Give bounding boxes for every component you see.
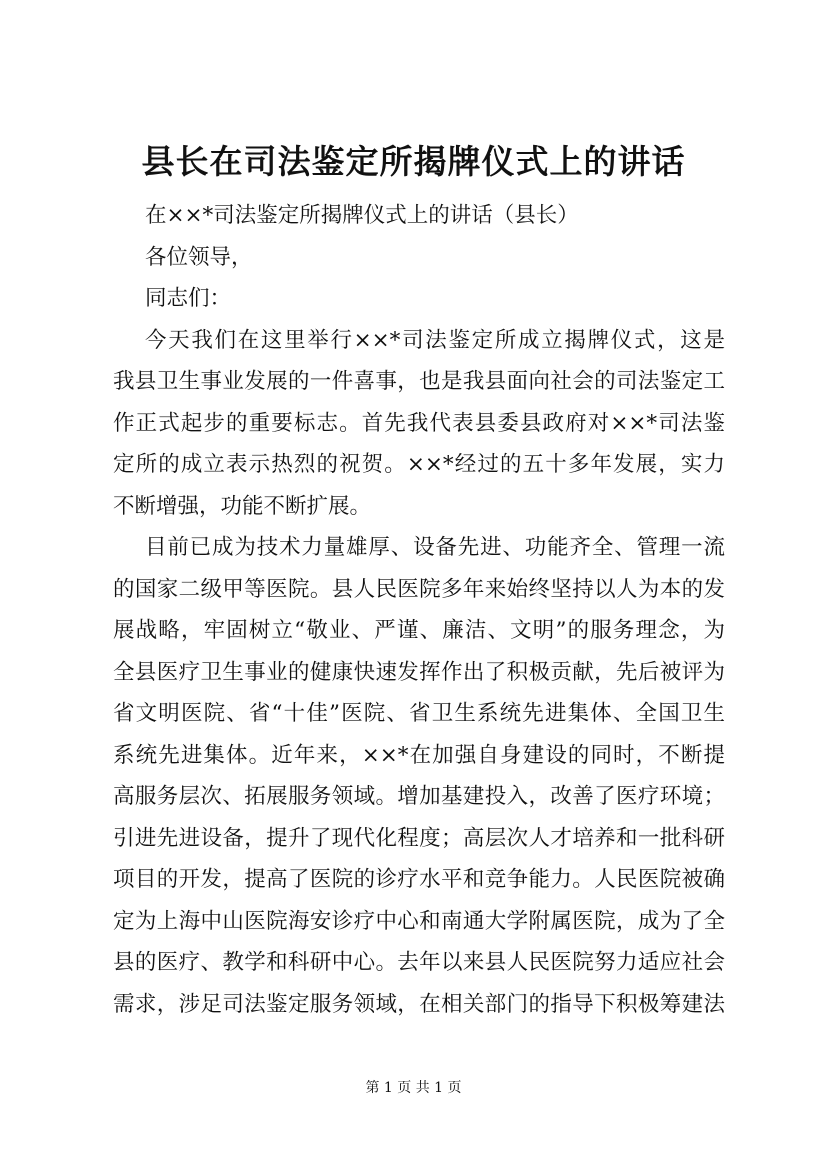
body-line: 省文明医院、省“十佳”医院、省卫生系统先进集体、全国卫生 bbox=[113, 701, 725, 726]
body-line: 同志们： bbox=[145, 286, 232, 311]
body-line: 定所的成立表示热烈的祝贺。××*经过的五十多年发展，实力 bbox=[113, 452, 725, 477]
body-line: 项目的开发，提高了医院的诊疗水平和竞争能力。人民医院被确 bbox=[113, 867, 725, 892]
body-line: 县的医疗、教学和科研中心。去年以来县人民医院努力适应社会 bbox=[113, 950, 725, 975]
body-line: 引进先进设备，提升了现代化程度；高层次人才培养和一批科研 bbox=[113, 825, 725, 851]
document-title: 县长在司法鉴定所揭牌仪式上的讲话 bbox=[141, 142, 686, 181]
body-line: 系统先进集体。近年来，××*在加强自身建设的同时，不断提 bbox=[113, 742, 725, 768]
body-line: 高服务层次、拓展服务领域。增加基建投入，改善了医疗环境； bbox=[113, 784, 725, 809]
body-line: 作正式起步的重要标志。首先我代表县委县政府对××*司法鉴 bbox=[113, 410, 725, 436]
body-line: 需求，涉足司法鉴定服务领域，在相关部门的指导下积极筹建法 bbox=[113, 991, 725, 1017]
body-line: 全县医疗卫生事业的健康快速发挥作出了积极贡献，先后被评为 bbox=[113, 659, 725, 685]
body-line: 我县卫生事业发展的一件喜事，也是我县面向社会的司法鉴定工 bbox=[113, 369, 725, 394]
page-number: 第 1 页 共 1 页 bbox=[365, 1080, 462, 1096]
body-line: 不断增强，功能不断扩展。 bbox=[113, 493, 372, 519]
document-body bbox=[113, 195, 725, 1025]
body-line: 在××*司法鉴定所揭牌仪式上的讲话（县长） bbox=[145, 203, 579, 228]
body-line: 各位领导， bbox=[145, 244, 253, 270]
body-line: 今天我们在这里举行××*司法鉴定所成立揭牌仪式，这是 bbox=[145, 327, 725, 353]
body-line: 展战略，牢固树立“敬业、严谨、廉洁、文明”的服务理念，为 bbox=[113, 618, 725, 643]
body-line: 的国家二级甲等医院。县人民医院多年来始终坚持以人为本的发 bbox=[113, 576, 725, 602]
body-line: 目前已成为技术力量雄厚、设备先进、功能齐全、管理一流 bbox=[145, 535, 725, 560]
body-line: 定为上海中山医院海安诊疗中心和南通大学附属医院，成为了全 bbox=[113, 908, 725, 934]
